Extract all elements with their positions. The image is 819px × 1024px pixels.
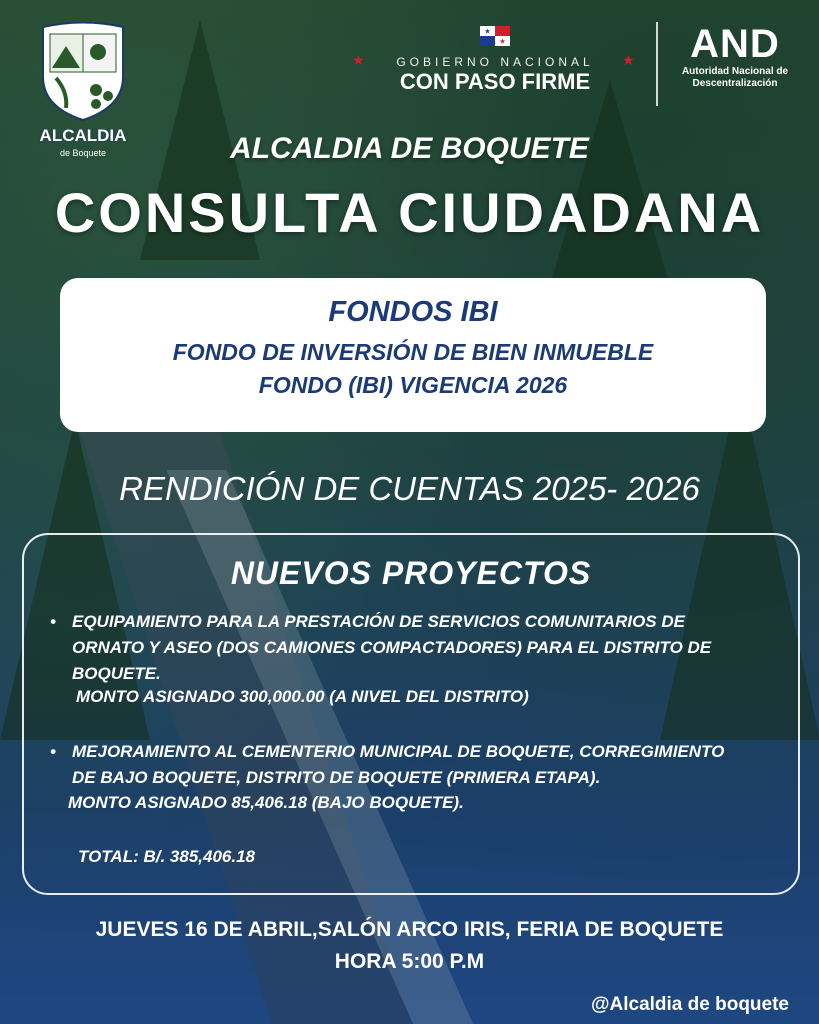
- fondos-line1: FONDO DE INVERSIÓN DE BIEN INMUEBLE: [172, 339, 654, 365]
- project-1-line3: BOQUETE.: [72, 664, 161, 683]
- social-handle: @Alcaldia de boquete: [590, 994, 789, 1015]
- project-2-line2: DE BAJO BOQUETE, DISTRITO DE BOQUETE (PRIMERA ETAPA).: [72, 768, 601, 787]
- logo-divider: [656, 22, 658, 106]
- and-logo-subtitle-1: Autoridad Nacional de: [681, 66, 789, 77]
- and-logo: [670, 22, 800, 90]
- nuevos-proyectos-panel: [22, 533, 800, 895]
- gobierno-line2: CON PASO FIRME: [399, 69, 591, 94]
- project-1-monto: MONTO ASIGNADO 300,000.00 (A NIVEL DEL DISTRITO): [76, 687, 529, 706]
- project-2-line1: MEJORAMIENTO AL CEMENTERIO MUNICIPAL DE BOQUETE, CORREGIMIENTO: [72, 742, 725, 761]
- gobierno-line1: GOBIERNO NACIONAL: [396, 55, 594, 69]
- red-star-icon: ★: [622, 52, 635, 68]
- alcaldia-logo-name: ALCALDIA: [39, 126, 127, 145]
- fondos-line2: FONDO (IBI) VIGENCIA 2026: [258, 372, 568, 398]
- total-amount: TOTAL: B/. 385,406.18: [78, 847, 255, 866]
- event-info: [0, 914, 819, 978]
- rendicion-title: RENDICIÓN DE CUENTAS 2025- 2026: [119, 470, 700, 507]
- red-star-icon: ★: [352, 52, 365, 68]
- svg-text:★: ★: [499, 38, 506, 46]
- event-date-place: JUEVES 16 DE ABRIL,SALÓN ARCO IRIS, FERIA DE BOQUETE: [95, 918, 724, 941]
- project-1-line1: EQUIPAMIENTO PARA LA PRESTACIÓN DE SERVICIOS COMUNITARIOS DE: [72, 612, 685, 631]
- event-time: HORA 5:00 P.M: [334, 950, 485, 973]
- bullet-icon: •: [50, 612, 56, 631]
- proyectos-heading: NUEVOS PROYECTOS: [230, 555, 592, 591]
- fondos-ibi-card: [60, 278, 766, 432]
- svg-text:★: ★: [484, 28, 491, 36]
- coat-of-arms-icon: [38, 22, 128, 122]
- project-2-monto: MONTO ASIGNADO 85,406.18 (BAJO BOQUETE).: [68, 793, 464, 812]
- bullet-icon: •: [50, 742, 56, 761]
- and-logo-subtitle-2: Descentralización: [692, 78, 778, 89]
- and-logo-title: AND: [690, 22, 780, 66]
- project-1-line2: ORNATO Y ASEO (DOS CAMIONES COMPACTADORES) PARA EL DISTRITO DE: [72, 638, 712, 657]
- page-title: CONSULTA CIUDADANA: [54, 181, 765, 244]
- alcaldia-logo-sub: de Boquete: [59, 148, 107, 158]
- fondos-heading: FONDOS IBI: [328, 296, 498, 328]
- panama-flag-icon: [480, 26, 510, 46]
- gobierno-nacional-logo: [345, 26, 645, 95]
- page-subtitle: ALCALDIA DE BOQUETE: [230, 132, 589, 165]
